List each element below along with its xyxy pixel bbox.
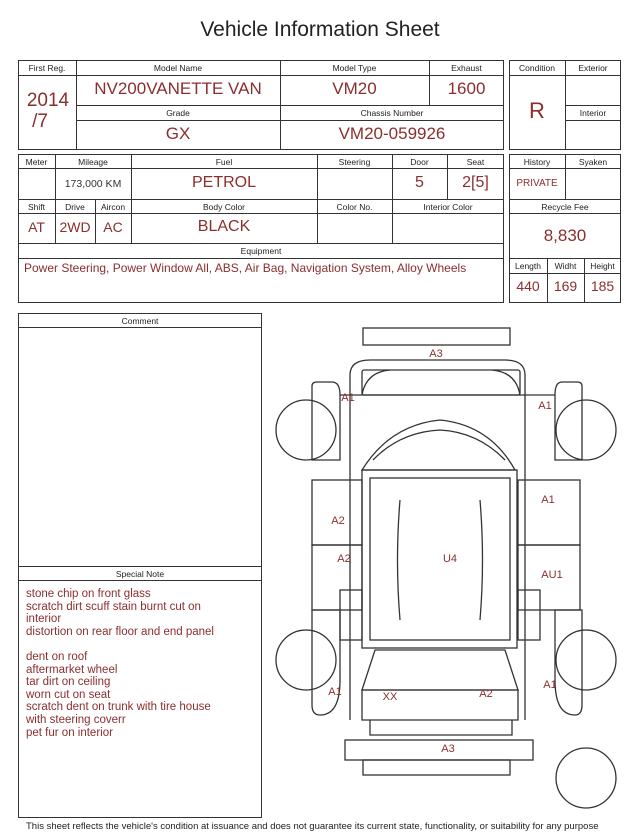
left-front-door	[312, 480, 362, 545]
interior-label: Interior	[579, 108, 607, 118]
mark-rear-left-fender: A1	[328, 686, 342, 698]
right-front-door	[518, 480, 580, 545]
front-bumper-outline	[363, 328, 510, 345]
meter-label: Meter	[25, 157, 48, 167]
car-damage-diagram	[262, 320, 640, 820]
grade-value: GX	[165, 124, 191, 143]
rear-bumper-outline	[345, 740, 533, 760]
model-type-value: VM20	[332, 79, 377, 98]
mark-rear-gate-left: XX	[382, 691, 398, 703]
special-note-line: tar dirt on ceiling	[26, 676, 111, 689]
special-note-label: Special Note	[115, 569, 165, 579]
special-note-line: aftermarket wheel	[26, 663, 118, 676]
disclaimer-footer: This sheet reflects the vehicle's condition at issuance and does not guarantee its current state, functionality, or suitability for any purpose	[26, 821, 599, 832]
spare-wheel	[556, 748, 616, 808]
first-reg-month: /7	[32, 111, 48, 132]
width-label: Widht	[554, 261, 577, 271]
exterior-label: Exterior	[578, 63, 608, 73]
equipment-label: Equipment	[240, 246, 282, 256]
condition-value: R	[529, 98, 545, 123]
exhaust-label: Exhaust	[451, 63, 482, 73]
chassis-number-label: Chassis Number	[360, 108, 424, 118]
fuel-label: Fuel	[215, 157, 233, 167]
model-name-value: NV200VANETTE VAN	[94, 79, 262, 98]
steering-label: Steering	[338, 157, 371, 167]
mark-rear-gate-right: A2	[479, 688, 493, 700]
height-value: 185	[590, 278, 615, 294]
mileage-label: Mileage	[78, 157, 108, 167]
height-label: Height	[590, 261, 615, 271]
mark-front-bumper: A3	[429, 348, 443, 360]
roof	[362, 470, 517, 648]
front-left-wheel	[276, 400, 336, 460]
first-reg-label: First Reg.	[28, 63, 66, 73]
special-note-line: worn cut on seat	[26, 688, 111, 701]
equipment-value: Power Steering, Power Window All, ABS, Air Bag, Navigation System, Alloy Wheels	[24, 261, 467, 275]
special-note-line: stone chip on front glass	[26, 588, 151, 600]
mark-left-front-door: A2	[331, 515, 345, 527]
windshield	[362, 420, 515, 470]
special-note-line: with steering coverr	[26, 713, 126, 726]
exhaust-value: 1600	[447, 79, 486, 98]
rear-left-wheel	[276, 630, 336, 690]
mark-front-right-fender: A1	[538, 400, 552, 412]
drive-label: Drive	[65, 202, 85, 212]
grade-label: Grade	[166, 108, 190, 118]
special-note-line: interior	[26, 613, 62, 626]
length-label: Length	[515, 261, 541, 271]
history-label: History	[523, 157, 551, 167]
right-rear-fender	[555, 610, 582, 715]
shift-value: AT	[28, 219, 45, 235]
fuel-value: PETROL	[191, 174, 256, 191]
recycle-fee-label: Recycle Fee	[541, 202, 589, 212]
left-front-fender	[312, 382, 340, 460]
special-note-line: distortion on rear floor and end panel	[26, 625, 214, 638]
recycle-fee-value: 8,830	[543, 226, 587, 245]
special-note-line	[26, 638, 214, 651]
mark-rear-right-fender: A1	[543, 679, 557, 691]
drive-value: 2WD	[59, 219, 91, 235]
color-no-label: Color No.	[336, 202, 373, 212]
mark-left-rear-door: A2	[337, 553, 351, 565]
seat-label: Seat	[466, 157, 485, 167]
mileage-value: 173,000 KM	[64, 178, 122, 190]
history-value: PRIVATE	[516, 178, 558, 189]
chassis-number-value: VM20-059926	[338, 124, 446, 143]
special-note-line: scratch dent on trunk with tire house	[26, 701, 211, 714]
rear-right-wheel	[556, 630, 616, 690]
interior-color-label: Interior Color	[423, 202, 473, 212]
door-label: Door	[410, 157, 429, 167]
model-type-label: Model Type	[332, 63, 377, 73]
body-color-value: BLACK	[197, 218, 251, 235]
hood-outline	[350, 360, 525, 395]
comment-label: Comment	[121, 316, 159, 326]
rear-window	[362, 650, 518, 690]
special-note-line: pet fur on interior	[26, 726, 113, 739]
length-value: 440	[516, 278, 540, 294]
condition-label: Condition	[519, 63, 555, 73]
first-reg-year: 2014	[26, 90, 70, 111]
special-notes-text	[26, 588, 214, 739]
shift-label: Shift	[27, 202, 45, 212]
syaken-label: Syaken	[578, 157, 608, 167]
special-note-line: dent on roof	[26, 650, 88, 663]
seat-value: 2[5]	[462, 174, 489, 191]
width-value: 169	[553, 278, 578, 294]
special-note-line: scratch dirt scuff stain burnt cut on	[26, 600, 201, 613]
page-title: Vehicle Information Sheet	[200, 18, 440, 41]
body-color-label: Body Color	[202, 202, 246, 212]
mark-right-rear-door: AU1	[541, 569, 563, 581]
door-value: 5	[415, 174, 424, 191]
mark-front-left-fender: A1	[341, 392, 355, 404]
model-name-label: Model Name	[153, 63, 203, 73]
aircon-value: AC	[103, 219, 123, 235]
aircon-label: Aircon	[100, 202, 126, 212]
mark-right-front-door: A1	[541, 494, 555, 506]
right-front-fender	[555, 382, 582, 460]
mark-rear-bumper: A3	[441, 743, 455, 755]
mark-roof: U4	[442, 553, 458, 565]
front-right-wheel	[556, 400, 616, 460]
